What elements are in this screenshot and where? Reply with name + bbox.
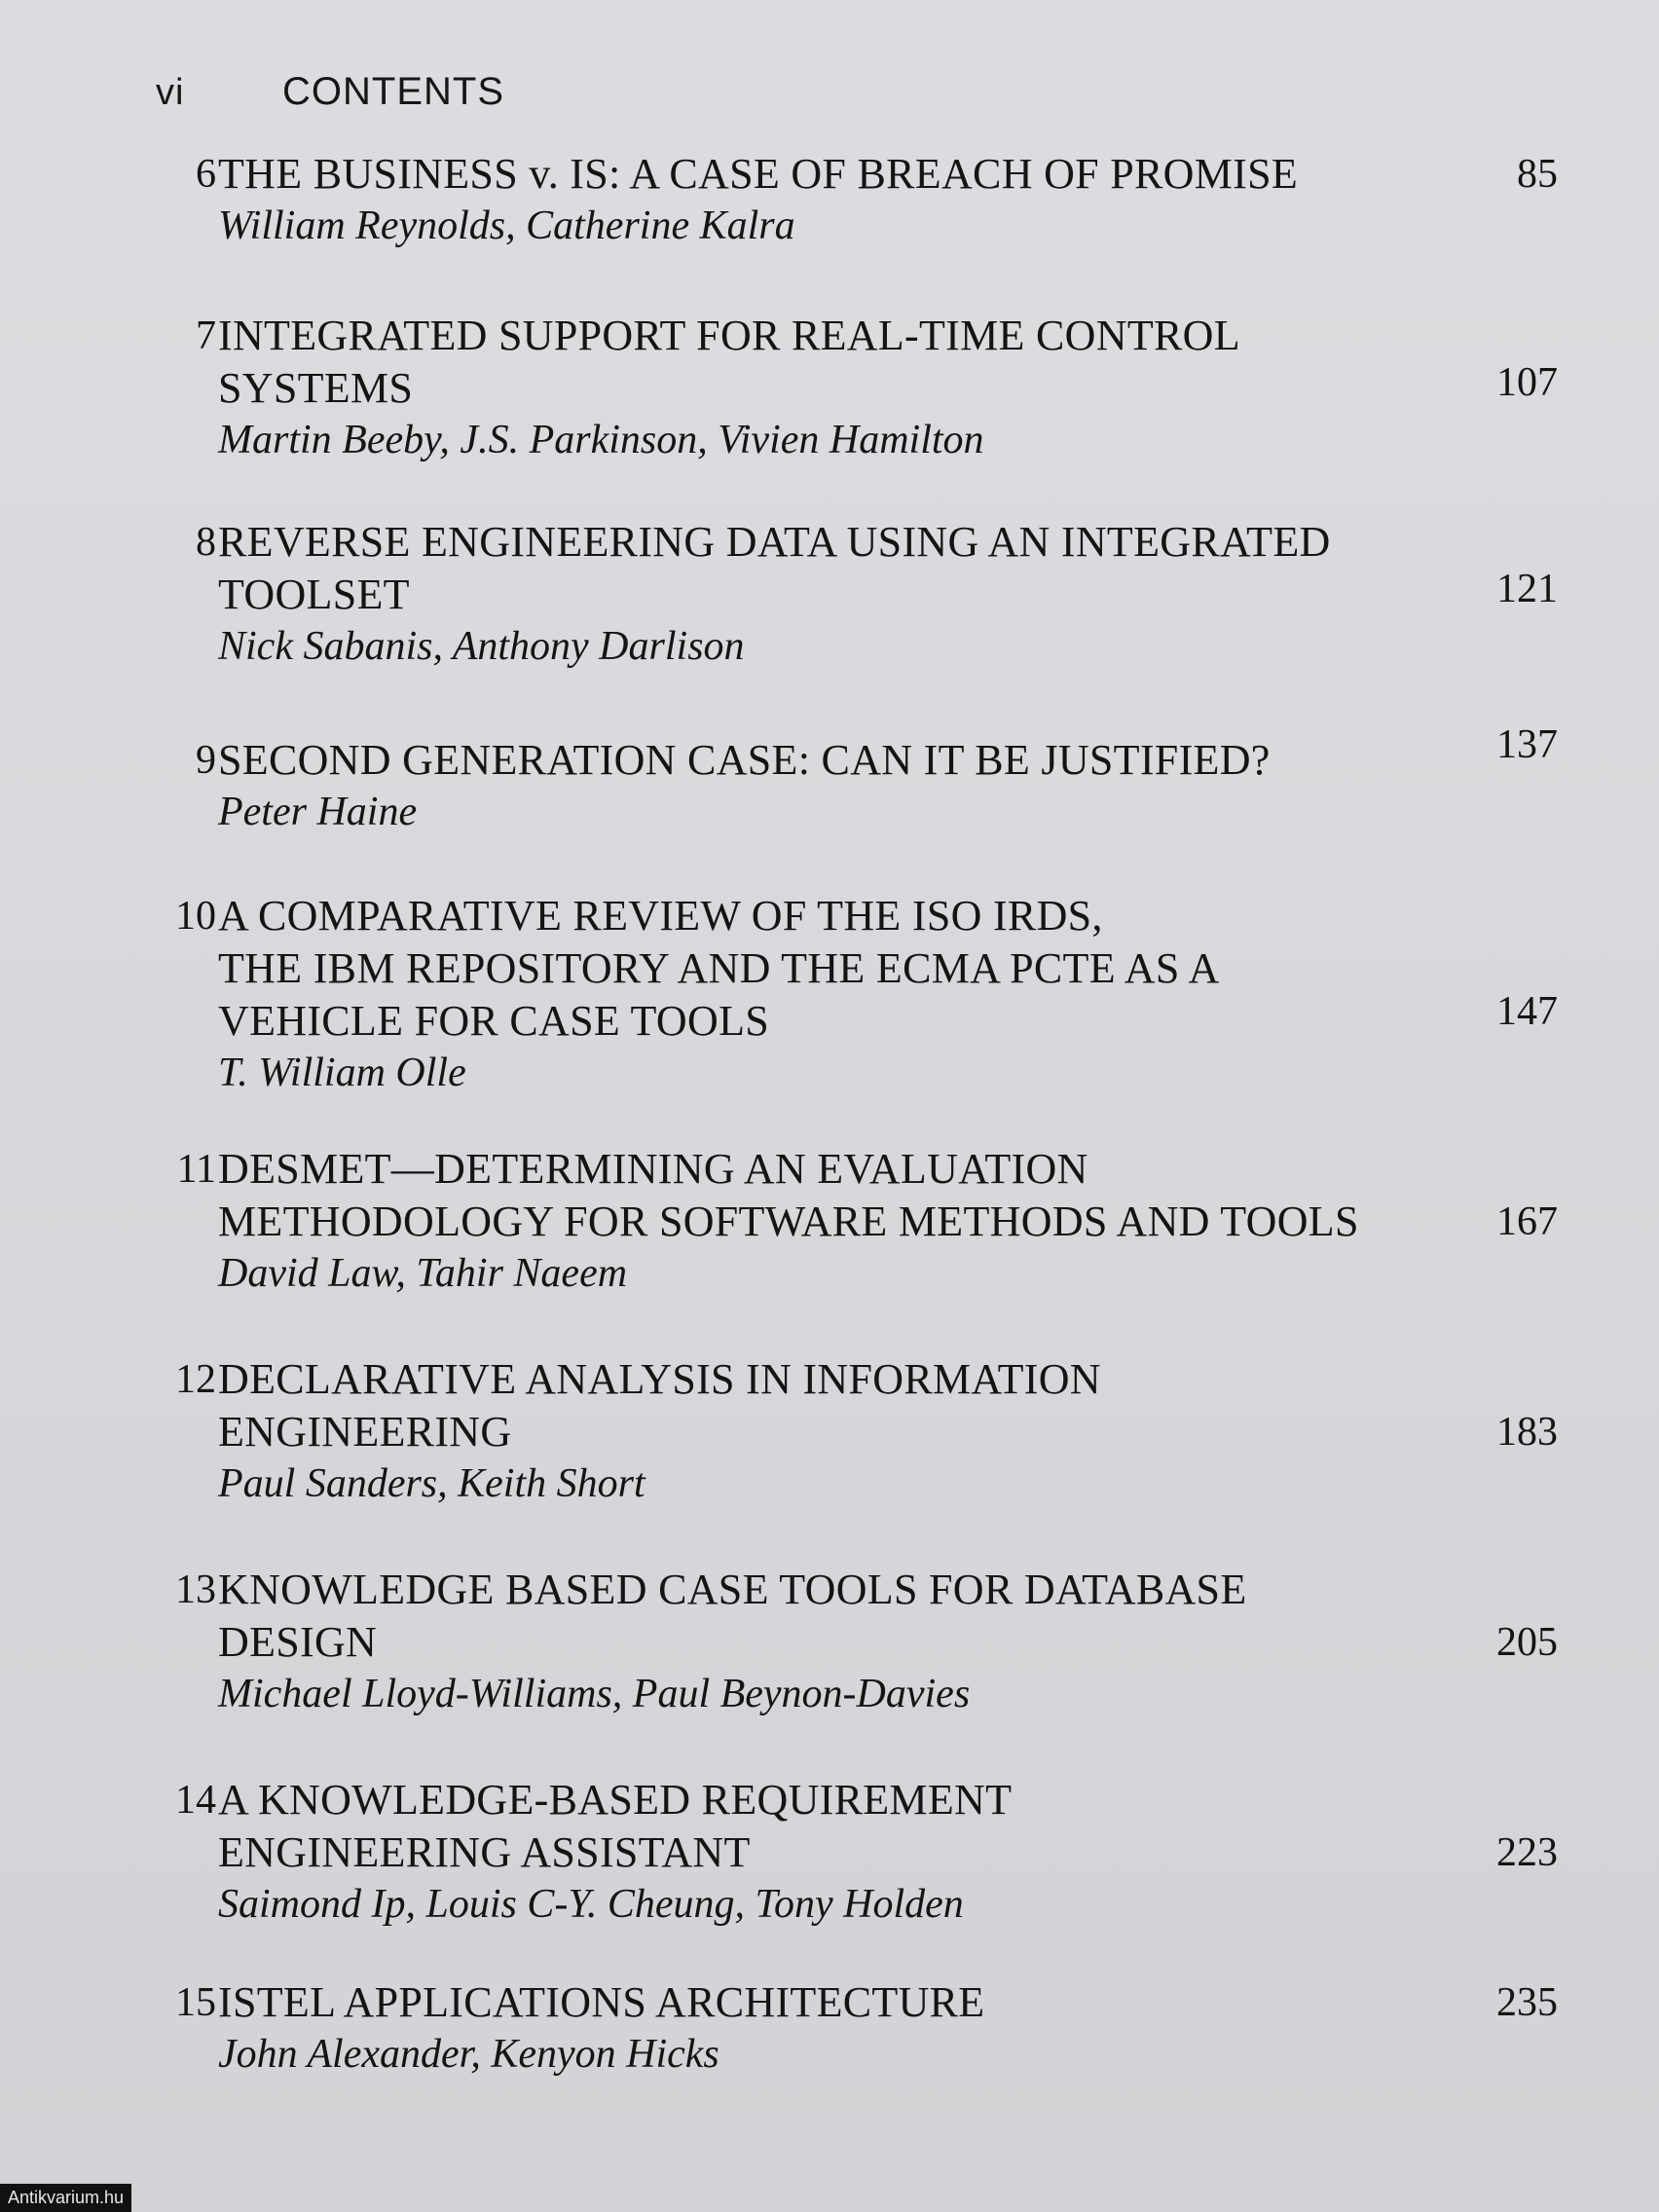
page-number: 183	[1496, 1410, 1558, 1455]
toc-entry	[156, 1353, 1558, 1529]
chapter-number: 7	[196, 313, 216, 358]
toc-entry	[156, 1976, 1558, 2103]
chapter-title-line: ENGINEERING	[218, 1408, 512, 1456]
chapter-title-line: THE IBM REPOSITORY AND THE ECMA PCTE AS A	[218, 944, 1220, 992]
chapter-title-line: REVERSE ENGINEERING DATA USING AN INTEGRATED	[218, 518, 1331, 566]
chapter-title-line: METHODOLOGY FOR SOFTWARE METHODS AND TOOLS	[218, 1198, 1359, 1245]
chapter-number: 6	[196, 152, 216, 197]
page-number: 235	[1496, 1980, 1558, 2025]
chapter-title-line: DESIGN	[218, 1618, 378, 1666]
chapter-title-line: ENGINEERING ASSISTANT	[218, 1828, 751, 1876]
running-head	[156, 70, 504, 114]
chapter-number: 13	[175, 1567, 216, 1612]
entry-body	[218, 734, 1406, 837]
chapter-title-line: A COMPARATIVE REVIEW OF THE ISO IRDS,	[218, 892, 1103, 940]
toc-entry	[156, 1564, 1558, 1739]
chapter-title-line: DESMET—DETERMINING AN EVALUATION	[218, 1145, 1088, 1193]
chapter-authors: David Law, Tahir Naeem	[218, 1251, 628, 1296]
chapter-authors: Nick Sabanis, Anthony Darlison	[218, 624, 745, 669]
toc-entry	[156, 148, 1558, 284]
chapter-authors: Peter Haine	[218, 790, 418, 834]
chapter-title-line: TOOLSET	[218, 571, 410, 618]
toc-entry	[156, 1143, 1558, 1318]
page-number: 167	[1496, 1199, 1558, 1244]
page-number: 85	[1517, 152, 1558, 197]
chapter-authors: John Alexander, Kenyon Hicks	[218, 2032, 719, 2077]
chapter-authors: T. William Olle	[218, 1051, 466, 1095]
entry-body	[218, 148, 1406, 251]
chapter-number: 10	[175, 894, 216, 939]
chapter-title-line: A KNOWLEDGE-BASED REQUIREMENT	[218, 1776, 1013, 1824]
chapter-number: 14	[175, 1778, 216, 1823]
toc-entry	[156, 516, 1558, 691]
page-title: CONTENTS	[282, 70, 504, 113]
page-number: 137	[1496, 722, 1558, 767]
chapter-title-line: INTEGRATED SUPPORT FOR REAL-TIME CONTROL	[218, 312, 1240, 359]
entry-body	[218, 516, 1406, 672]
page-number: 223	[1496, 1830, 1558, 1875]
toc-entry	[156, 890, 1558, 1114]
entry-body	[218, 310, 1406, 465]
chapter-title-line: SYSTEMS	[218, 364, 414, 412]
page-number: 107	[1496, 360, 1558, 405]
entry-body	[218, 1774, 1406, 1930]
page-number: 121	[1496, 567, 1558, 611]
watermark-label: Antikvarium.hu	[0, 2184, 131, 2212]
chapter-authors: Martin Beeby, J.S. Parkinson, Vivien Hamilton	[218, 418, 984, 462]
chapter-authors: William Reynolds, Catherine Kalra	[218, 203, 795, 248]
chapter-number: 12	[175, 1357, 216, 1402]
chapter-title-line: KNOWLEDGE BASED CASE TOOLS FOR DATABASE	[218, 1566, 1247, 1613]
page-folio: vi	[156, 72, 185, 113]
chapter-title-line: DECLARATIVE ANALYSIS IN INFORMATION	[218, 1355, 1101, 1403]
chapter-number: 15	[175, 1980, 216, 2025]
entry-body	[218, 1976, 1406, 2080]
toc-entry	[156, 1774, 1558, 1949]
toc-entry	[156, 310, 1558, 485]
chapter-authors: Michael Lloyd-Williams, Paul Beynon-Davies	[218, 1672, 971, 1716]
chapter-title-line: THE BUSINESS v. IS: A CASE OF BREACH OF PROMISE	[218, 150, 1299, 198]
toc-entry	[156, 722, 1558, 851]
page-number: 205	[1496, 1620, 1558, 1665]
chapter-authors: Paul Sanders, Keith Short	[218, 1461, 645, 1506]
chapter-title-line: VEHICLE FOR CASE TOOLS	[218, 997, 770, 1045]
page-number: 147	[1496, 989, 1558, 1034]
chapter-number: 9	[196, 738, 216, 783]
entry-body	[218, 1564, 1406, 1719]
chapter-title-line: SECOND GENERATION CASE: CAN IT BE JUSTIFIED?	[218, 736, 1271, 784]
entry-body	[218, 890, 1406, 1098]
chapter-authors: Saimond Ip, Louis C-Y. Cheung, Tony Holden	[218, 1882, 964, 1927]
chapter-number: 11	[176, 1147, 216, 1192]
chapter-title-line: ISTEL APPLICATIONS ARCHITECTURE	[218, 1978, 985, 2026]
entry-body	[218, 1143, 1406, 1299]
entry-body	[218, 1353, 1406, 1509]
chapter-number: 8	[196, 520, 216, 565]
